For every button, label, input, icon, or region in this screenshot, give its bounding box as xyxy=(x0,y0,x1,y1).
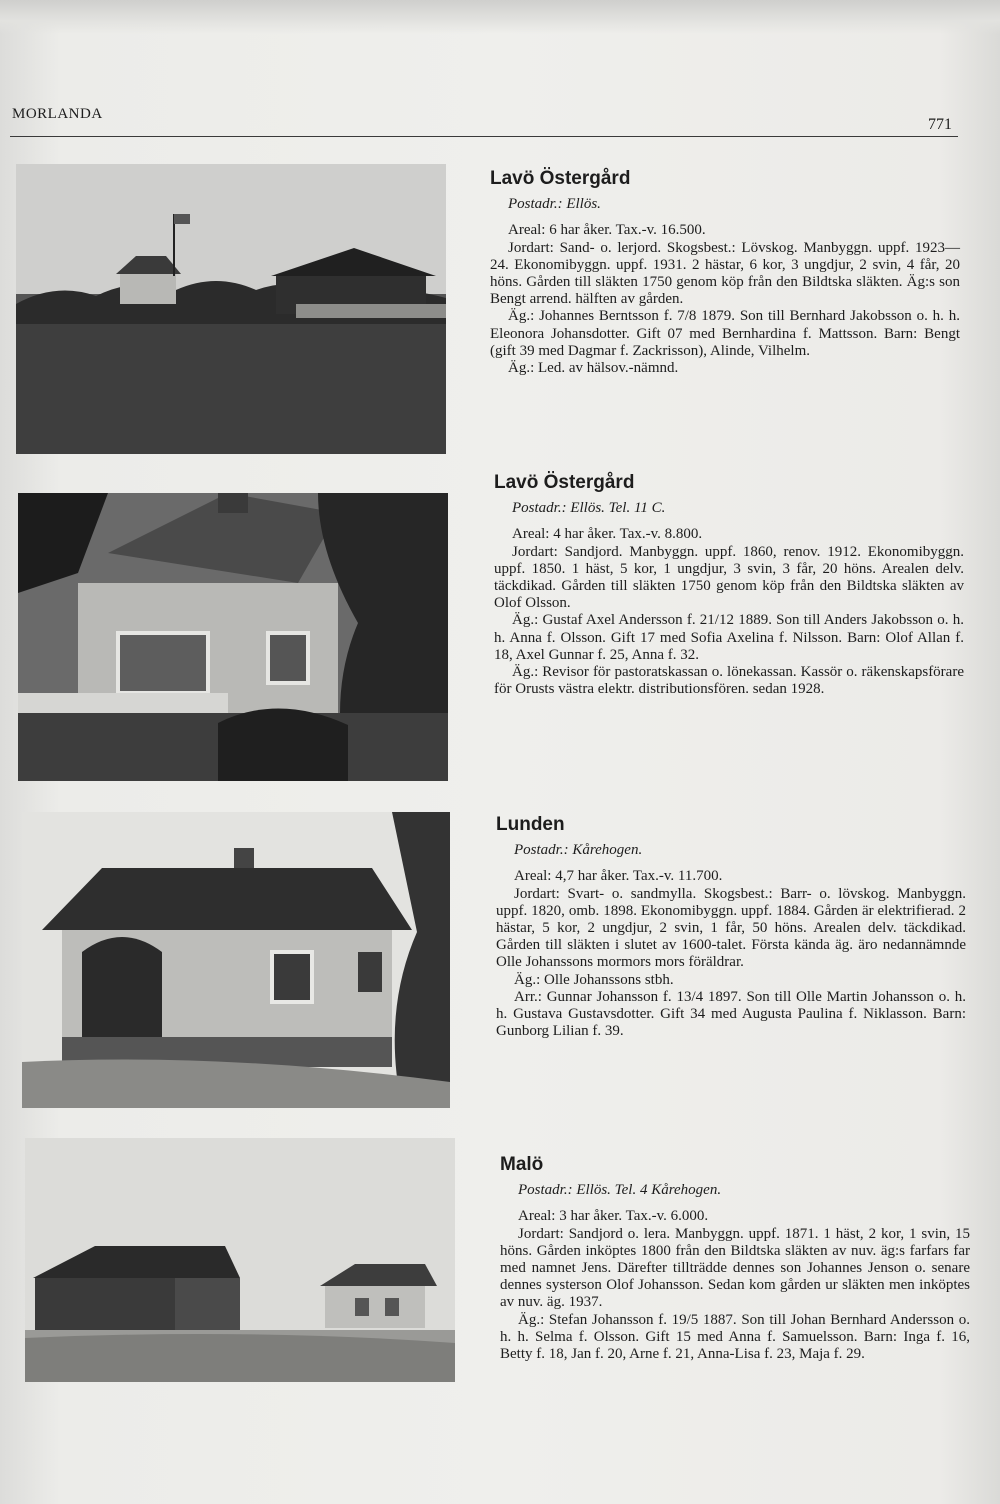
entry-owner: Äg.: Gustaf Axel Andersson f. 21/12 1889. Son till Anders Jakobsson o. h. h. Anna f. Olsson. Gift 17 med Sofia Axelina f. Nilsson. Barn: Olof Allan f. 18, Axel Gunnar f. 25, Anna f. 32. xyxy=(494,612,964,663)
entry-title: Lunden xyxy=(496,814,565,835)
entry-description: Jordart: Sand- o. lerjord. Skogsbest.: Lövskog. Manbyggn. uppf. 1923—24. Ekonomibyggn. uppf. 1931. 2 hästar, 6 kor, 3 ungdjur, 2 svin, 4 får, 20 höns. Gården till släkten 1750 genom köp från den Bildtska släkten. Äg:s son Bengt arrend. hälften av gården. xyxy=(490,239,960,308)
photo-lunden xyxy=(22,812,450,1108)
entry-postal-address: Postadr.: Ellös. Tel. 4 Kårehogen. xyxy=(518,1182,722,1199)
entry-area-line: Areal: 4,7 har åker. Tax.-v. 11.700. xyxy=(514,868,723,885)
scan-edge-shadow xyxy=(0,0,1000,34)
page-number: 771 xyxy=(928,116,952,133)
entry-title: Lavö Östergård xyxy=(490,168,631,189)
entry-malo xyxy=(500,1156,970,1363)
entry-postal-address: Postadr.: Ellös. Tel. 11 C. xyxy=(512,500,666,517)
entry-lunden xyxy=(496,816,966,1040)
entry-lavo-ostergard-1 xyxy=(490,170,960,377)
entry-owner: Äg.: Olle Johanssons stbh. xyxy=(514,971,674,988)
header-rule xyxy=(10,136,958,137)
photo-malo xyxy=(25,1138,455,1382)
entry-postal-address: Postadr.: Kårehogen. xyxy=(514,842,643,859)
entry-area-line: Areal: 6 har åker. Tax.-v. 16.500. xyxy=(508,222,706,239)
photo-lavo-ostergard-2 xyxy=(18,493,448,781)
entry-owner-note: Äg.: Revisor för pastoratskassan o. lönekassan. Kassör o. räkenskapsförare för Orusts västra elektr. distributionsfören. sedan 1928. xyxy=(494,664,964,698)
entry-description: Jordart: Sandjord. Manbyggn. uppf. 1860, renov. 1912. Ekonomibyggn. uppf. 1850. 1 häst, 5 kor, 1 ungdjur, 3 svin, 3 får, 20 höns. Arealen delv. täckdikad. Gården till släkten 1750 genom köp från den Bildtska släkten av Olof Olsson. xyxy=(494,543,964,612)
entry-description: Jordart: Sandjord o. lera. Manbyggn. uppf. 1871. 1 häst, 2 kor, 1 svin, 15 höns. Gården inköptes 1800 från den Bildtska släkten av nuv. äg:s farfars far med namnet Jens. Därefter tillträdde dennes son Johannes Jenson o. senare dennes systerson Olof Johansson. Sedan kom gården ur släkten men inköptes av nuv. äg. 1937. xyxy=(500,1225,970,1311)
entry-owner-note: Äg.: Led. av hälsov.-nämnd. xyxy=(508,360,679,377)
entry-tenant: Arr.: Gunnar Johansson f. 13/4 1897. Son till Olle Martin Johansson o. h. h. Gustava Gustavsdotter. Gift 34 med Augusta Paulina f. Niklasson. Barn: Gunborg Lilian f. 39. xyxy=(496,988,966,1040)
entry-area-line: Areal: 4 har åker. Tax.-v. 8.800. xyxy=(512,526,703,543)
entry-title: Malö xyxy=(500,1154,544,1175)
photo-lavo-ostergard-1 xyxy=(16,164,446,454)
entry-owner: Äg.: Stefan Johansson f. 19/5 1887. Son till Johan Bernhard Andersson o. h. h. Selma f. Olsson. Gift 15 med Anna f. Samuelsson. Barn: Inga f. 16, Betty f. 18, Jan f. 20, Arne f. 21, Anna-Lisa f. 23, Maja f. 29. xyxy=(500,1311,970,1363)
running-header-section: MORLANDA xyxy=(12,106,103,122)
entry-description: Jordart: Svart- o. sandmylla. Skogsbest.: Barr- o. lövskog. Manbyggn. uppf. 1820, omb. 1898. Ekonomibyggn. uppf. 1884. Gården är elektrifierad. 2 hästar, 5 kor, 2 ungdjur, 2 svin, 1 får, 50 höns. Arealen delv. täckdikad. Gården till släkten i slutet av 1600-talet. Första kända äg. äro nedannämnde Olle Johanssons mormors mors föräldrar. xyxy=(496,885,966,971)
entry-lavo-ostergard-2 xyxy=(494,474,964,698)
entry-postal-address: Postadr.: Ellös. xyxy=(508,196,601,213)
entry-area-line: Areal: 3 har åker. Tax.-v. 6.000. xyxy=(518,1208,709,1225)
entry-owner: Äg.: Johannes Berntsson f. 7/8 1879. Son till Bernhard Jakobsson o. h. h. Eleonora Johansdotter. Gift 07 med Bernhardina f. Mattsson. Barn: Bengt (gift 39 med Dagmar f. Zackrisson), Alinde, Vilhelm. xyxy=(490,308,960,359)
entry-title: Lavö Östergård xyxy=(494,472,635,493)
